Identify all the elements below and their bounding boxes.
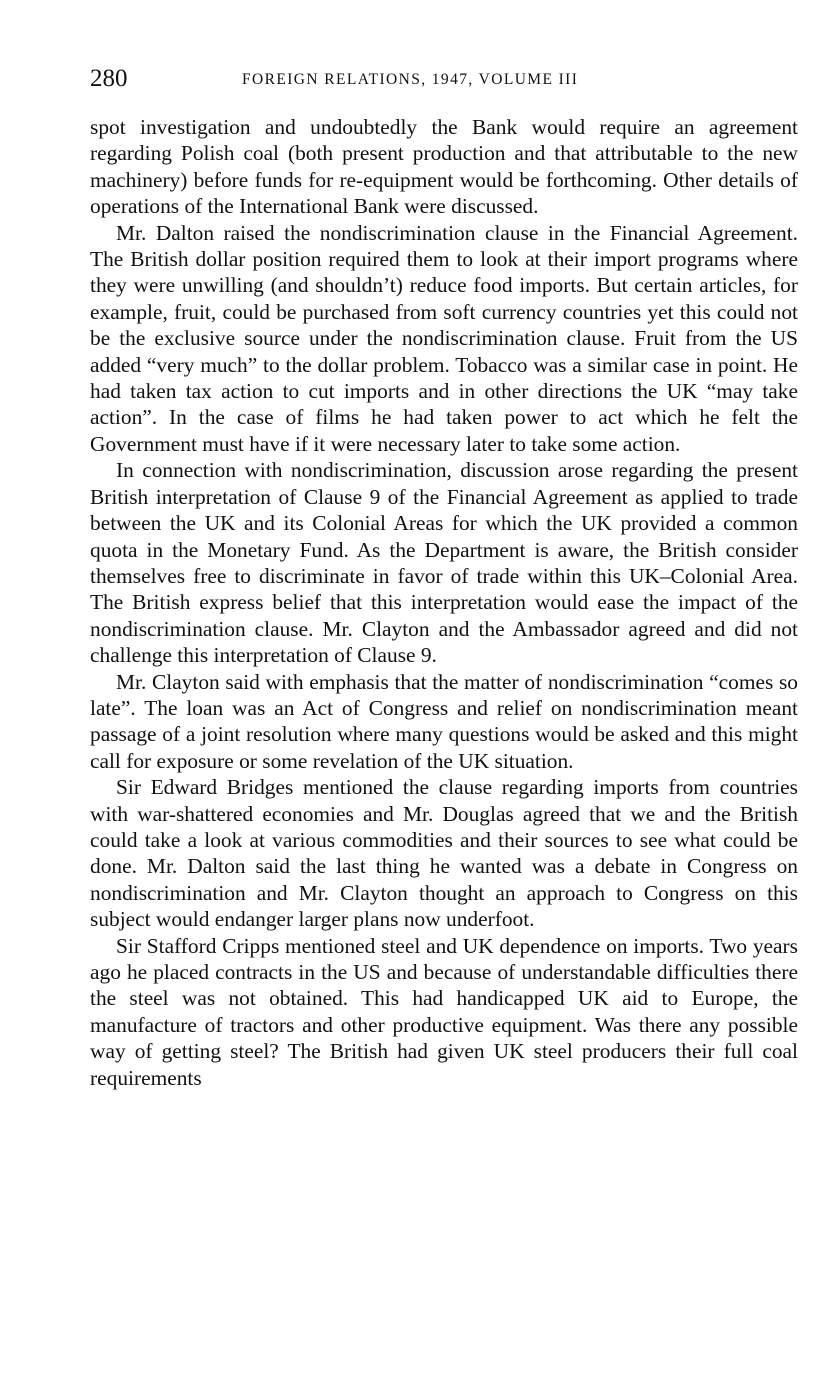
paragraph-clayton-emphasis: Mr. Clayton said with emphasis that the matter of nondiscrimination “comes so late”. The loan was an Act of Congress and relief on nondiscrimination meant passage of a joint resolution where many questions would be asked and this might call for exposure or some revelation of the UK situation. [90, 669, 798, 773]
running-header [90, 62, 798, 98]
page-number: 280 [90, 65, 128, 92]
paragraph-continuation: spot investigation and undoubtedly the Bank would require an agreement regarding Polish coal (both present production and that attributable to the new machinery) before funds for re-equipment would be forthcoming. Other details of operations of the International Bank were discussed. [90, 115, 798, 219]
running-title: FOREIGN RELATIONS, 1947, VOLUME III [242, 71, 579, 88]
paragraph-bridges-imports: Sir Edward Bridges mentioned the clause regarding imports from countries with war-shattered economies and Mr. Douglas agreed that we and the British could take a look at various commodities and their sources to see what could be done. Mr. Dalton said the last thing he wanted was a debate in Congress on nondiscrimination and Mr. Clayton thought an approach to Congress on this subject would endanger larger plans now underfoot. [90, 775, 798, 932]
document-page [90, 62, 798, 1091]
body-text [90, 114, 798, 1091]
paragraph-dalton-nondiscrimination: Mr. Dalton raised the nondiscrimination clause in the Financial Agreement. The British dollar position required them to look at their import programs where they were unwilling (and shouldn’t) reduce food imports. But certain articles, for example, fruit, could be purchased from soft currency countries yet this could not be the exclusive source under the nondiscrimination clause. Fruit from the US added “very much” to the dollar problem. Tobacco was a similar case in point. He had taken tax action to cut imports and in other directions the UK “may take action”. In the case of films he had taken power to act which he felt the Government must have if it were necessary later to take some action. [90, 220, 798, 456]
paragraph-clause-9: In connection with nondiscrimination, discussion arose regarding the present British interpretation of Clause 9 of the Financial Agreement as applied to trade between the UK and its Colonial Areas for which the UK provided a common quota in the Monetary Fund. As the Department is aware, the British consider themselves free to discriminate in favor of trade within this UK–Colonial Area. The British express belief that this interpretation would ease the impact of the nondiscrimination clause. Mr. Clayton and the Ambassador agreed and did not challenge this interpretation of Clause 9. [90, 458, 798, 668]
paragraph-cripps-steel: Sir Stafford Cripps mentioned steel and UK dependence on imports. Two years ago he placed contracts in the US and because of understandable difficulties there the steel was not obtained. This had handicapped UK aid to Europe, the manufacture of tractors and other productive equipment. Was there any possible way of getting steel? The British had given UK steel producers their full coal requirements [90, 933, 798, 1090]
